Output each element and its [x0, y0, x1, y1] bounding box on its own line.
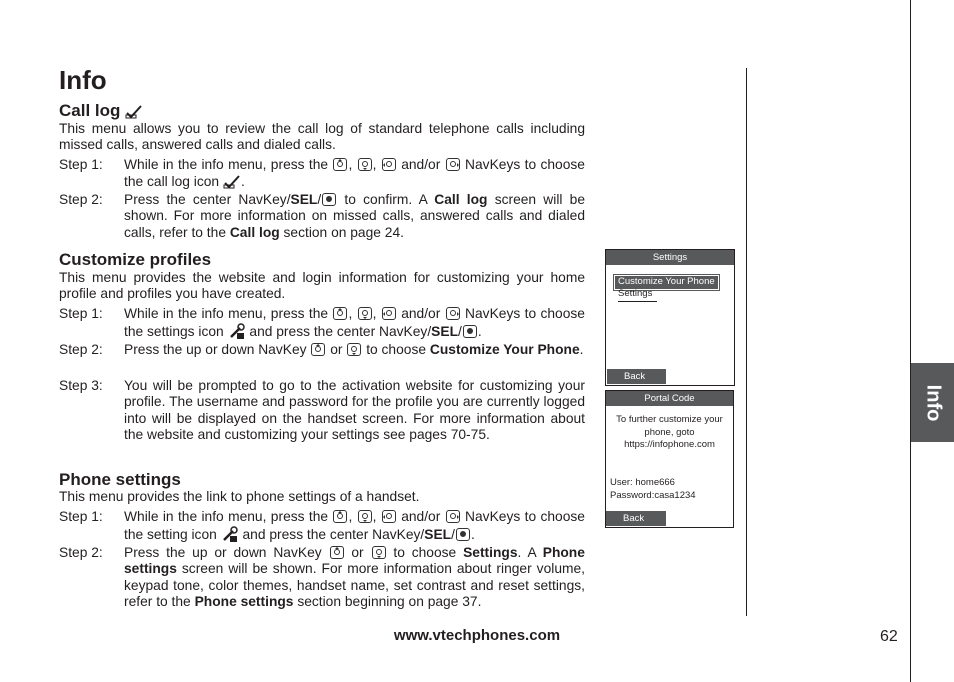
sel-label: SEL: [290, 192, 318, 207]
step-number: Step 2:: [59, 342, 103, 357]
back-button[interactable]: Back: [606, 511, 666, 526]
step-text: Press the up or down NavKey: [124, 545, 322, 560]
navkey-left-icon: [382, 307, 396, 320]
step-text: and/or: [401, 157, 441, 172]
navkey-up-icon: [333, 158, 347, 171]
phone-settings-heading: Phone settings: [59, 470, 181, 489]
footer-url: www.vtechphones.com: [393, 627, 561, 644]
step-text: NavKeys to choose the settings icon: [124, 306, 585, 340]
step-text: to confirm. A: [344, 192, 428, 207]
menu-item-settings[interactable]: Settings: [618, 288, 657, 302]
navkey-center-icon: [463, 325, 477, 338]
handset-screen-settings: [605, 249, 735, 386]
navkey-down-icon: [358, 307, 372, 320]
step-text: screen will be shown. For more information on missed calls, answered calls and dialed calls, refer to the: [124, 192, 585, 240]
step-text: or: [351, 545, 364, 560]
bold-term: Phone settings: [124, 545, 585, 577]
screen-title: Portal Code: [606, 391, 733, 406]
navkey-center-icon: [456, 528, 470, 541]
step-text: section beginning on page 37.: [297, 593, 482, 609]
call-log-heading-text: Call log: [59, 101, 121, 120]
step-text: Press the center NavKey/: [124, 192, 291, 207]
menu-item-customize-your-phone[interactable]: Customize Your Phone: [614, 275, 719, 290]
navkey-up-icon: [333, 510, 347, 523]
step-number: Step 2:: [59, 192, 103, 207]
bold-term: Customize Your Phone: [429, 342, 580, 357]
step-text: While in the info menu, press the: [124, 157, 329, 172]
step-number: Step 1:: [59, 509, 103, 524]
step-text: and/or: [401, 509, 441, 524]
customize-step2: Step 2: Press the up or down NavKey or to choose Customize Your Phone.: [59, 342, 584, 357]
navkey-right-icon: [446, 158, 460, 171]
navkey-up-icon: [333, 307, 347, 320]
navkey-up-icon: [330, 546, 344, 559]
sel-label: SEL: [431, 324, 459, 340]
step-text: NavKeys to choose the setting icon: [124, 509, 585, 543]
sel-label: SEL: [424, 527, 452, 543]
info-side-tab-label: Info: [922, 384, 944, 421]
phone-settings-step2: [59, 545, 585, 610]
bold-term: Phone settings: [194, 593, 294, 609]
call-log-icon: [223, 173, 241, 189]
step-text: screen will be shown. For more information about ringer volume, keypad tone, color themes, handset name, set contrast and reset settings, refer to the: [124, 561, 585, 609]
navkey-left-icon: [382, 158, 396, 171]
navkey-down-icon: [358, 510, 372, 523]
call-log-step1: Step 1: While in the info menu, press the , , and/or NavKeys to choose the call log icon .: [59, 157, 585, 190]
call-log-intro: This menu allows you to review the call log of standard telephone calls including missed calls, answered calls and dialed calls.: [59, 121, 585, 153]
info-side-tab: [911, 363, 954, 442]
call-log-icon: [125, 103, 143, 119]
customize-step3: [59, 378, 585, 443]
back-button[interactable]: Back: [607, 369, 666, 384]
customize-step1: Step 1: While in the info menu, press the , , and/or NavKeys to choose the settings icon and press the center NavKey/SEL/ .: [59, 306, 585, 340]
step-text: and press the center NavKey/: [249, 324, 432, 340]
navkey-up-icon: [311, 343, 325, 356]
navkey-down-icon: [372, 546, 386, 559]
customize-heading: Customize profiles: [59, 250, 212, 269]
step-text: or: [330, 342, 343, 357]
navkey-down-icon: [358, 158, 372, 171]
page-number: 62: [880, 628, 898, 645]
step-text: NavKeys to choose the call log icon: [124, 157, 585, 190]
phone-settings-step1: Step 1: While in the info menu, press the , , and/or NavKeys to choose the setting icon and press the center NavKey/SEL/ .: [59, 509, 585, 543]
step-number: Step 1:: [59, 157, 103, 172]
step-text: to choose: [393, 545, 457, 560]
step-number: Step 3:: [59, 378, 103, 393]
page-title: Info: [59, 65, 107, 95]
bold-term: Call log: [229, 224, 280, 240]
portal-instructions: [606, 414, 733, 452]
settings-icon: [221, 525, 239, 543]
step-number: Step 1:: [59, 306, 103, 321]
navkey-center-icon: [322, 193, 336, 206]
step-text: section on page 24.: [283, 224, 404, 240]
customize-intro: This menu provides the website and login information for customizing your home profile and profiles you have created.: [59, 270, 585, 302]
step-text: and/or: [401, 306, 441, 321]
navkey-down-icon: [347, 343, 361, 356]
handset-screen-portal-code: [605, 390, 734, 528]
step-text: . A: [517, 545, 536, 560]
call-log-step2: Step 2: Press the center NavKey/SEL/ to confirm. A Call log screen will be shown. For more information on missed calls, answered calls and dialed calls, refer to the Call log section on page 24.: [59, 192, 585, 240]
portal-line: To further customize your: [616, 414, 723, 425]
step-text: While in the info menu, press the: [124, 306, 329, 321]
phone-settings-intro: This menu provides the link to phone settings of a handset.: [59, 489, 420, 504]
portal-password: Password:casa1234: [610, 490, 696, 501]
step-text: and press the center NavKey/: [242, 527, 425, 543]
navkey-left-icon: [382, 510, 396, 523]
portal-url: https://infophone.com: [624, 439, 715, 450]
portal-line: phone, goto: [644, 426, 695, 438]
portal-username: User: home666: [610, 477, 675, 488]
step-text: Press the up or down NavKey: [124, 342, 307, 357]
column-divider: [746, 68, 747, 616]
page-edge-line: [910, 0, 911, 682]
step-text: While in the info menu, press the: [124, 509, 329, 524]
bold-term: Settings: [463, 545, 518, 560]
step-text: to choose: [366, 342, 427, 357]
bold-term: Call log: [434, 192, 488, 207]
screen-title: Settings: [606, 250, 734, 265]
step-text: You will be prompted to go to the activation website for customizing your profile. The username and password for the profile you are currently logged into will be displayed on the handset screen. For more information about the website and customizing your settings see pages 70-75.: [124, 378, 585, 442]
navkey-right-icon: [446, 307, 460, 320]
navkey-right-icon: [446, 510, 460, 523]
settings-icon: [228, 322, 246, 340]
step-number: Step 2:: [59, 545, 103, 560]
call-log-heading: [59, 101, 143, 121]
